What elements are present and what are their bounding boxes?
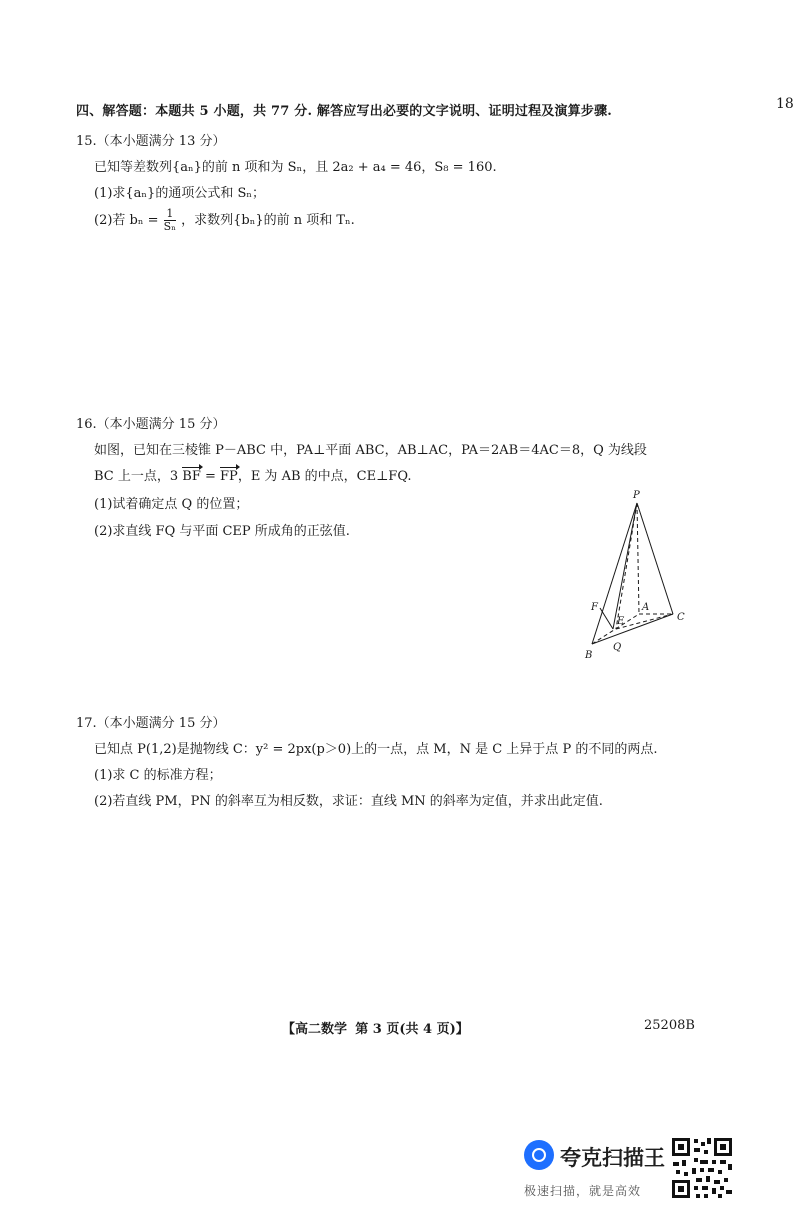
vector-fp: FP bbox=[220, 469, 238, 484]
q15-part2 bbox=[94, 208, 355, 233]
edge-pa bbox=[637, 503, 639, 614]
tetrahedron-figure bbox=[570, 486, 700, 666]
q15-part2-suffix: ，求数列{bₙ}的前 n 项和 Tₙ. bbox=[181, 213, 355, 228]
footer-page-info bbox=[282, 1018, 469, 1037]
footer-code: 25208B bbox=[644, 1018, 695, 1033]
q15-stem: 已知等差数列{aₙ}的前 n 项和为 Sₙ，且 2a₂ + a₄ = 46，S₈ = 160. bbox=[94, 160, 497, 175]
q17-title: 17.（本小题满分 15 分） bbox=[76, 716, 226, 731]
label-p: P bbox=[633, 490, 640, 501]
section-header: 四、解答题：本题共 5 小题，共 77 分. 解答应写出必要的文字说明、证明过程及演算步骤. bbox=[76, 104, 613, 119]
brand-slogan: 极速扫描，就是高效 bbox=[524, 1184, 642, 1198]
edge-bc bbox=[592, 614, 673, 644]
q16-stem-line2-b: ，E 为 AB 的中点，CE⊥FQ. bbox=[237, 469, 412, 484]
line-fq bbox=[600, 608, 613, 629]
quark-logo-icon bbox=[524, 1140, 554, 1170]
q17-part1: (1)求 C 的标准方程； bbox=[94, 768, 222, 783]
footer-subject: 【高二数学 bbox=[282, 1022, 348, 1037]
q17-part2: (2)若直线 PM，PN 的斜率互为相反数，求证：直线 MN 的斜率为定值，并求出此定值. bbox=[94, 794, 603, 809]
q16-part2: (2)求直线 FQ 与平面 CEP 所成角的正弦值. bbox=[94, 524, 350, 539]
q16-stem-line2 bbox=[94, 465, 411, 484]
q15-part1: (1)求{aₙ}的通项公式和 Sₙ； bbox=[94, 186, 265, 201]
q16-stem-line2-a: BC 上一点，3 bbox=[94, 469, 183, 484]
line-ce bbox=[616, 614, 673, 629]
q17-stem: 已知点 P(1,2)是抛物线 C：y² = 2px(p＞0)上的一点，点 M，N 是 C 上异于点 P 的不同的两点. bbox=[94, 742, 658, 757]
label-c: C bbox=[677, 612, 685, 623]
label-f: F bbox=[591, 602, 598, 613]
q16-stem-equals: = bbox=[200, 469, 221, 484]
brand-name: 夸克扫描王 bbox=[560, 1146, 665, 1170]
label-e: E bbox=[617, 616, 625, 627]
q15-part2-prefix: (2)若 bₙ = bbox=[94, 213, 159, 228]
edge-pc bbox=[637, 503, 673, 614]
q16-stem-line1: 如图，已知在三棱锥 P－ABC 中，PA⊥平面 ABC，AB⊥AC，PA＝2AB＝4AC＝8，Q 为线段 bbox=[94, 443, 647, 458]
label-b: B bbox=[585, 650, 593, 661]
q15-title: 15.（本小题满分 13 分） bbox=[76, 134, 226, 149]
corner-mark: 18 bbox=[776, 96, 794, 112]
q15-part2-fraction bbox=[164, 208, 176, 233]
q15-frac-numerator: 1 bbox=[164, 208, 176, 221]
q16-part1: (1)试着确定点 Q 的位置； bbox=[94, 497, 249, 512]
label-q: Q bbox=[613, 642, 622, 653]
q15-frac-denominator: Sₙ bbox=[163, 220, 176, 233]
qr-code-icon bbox=[670, 1136, 734, 1200]
q16-title: 16.（本小题满分 15 分） bbox=[76, 417, 226, 432]
vector-bf: BF bbox=[182, 469, 201, 484]
footer-page: 第 3 页(共 4 页)】 bbox=[355, 1022, 469, 1037]
label-a: A bbox=[642, 602, 650, 613]
